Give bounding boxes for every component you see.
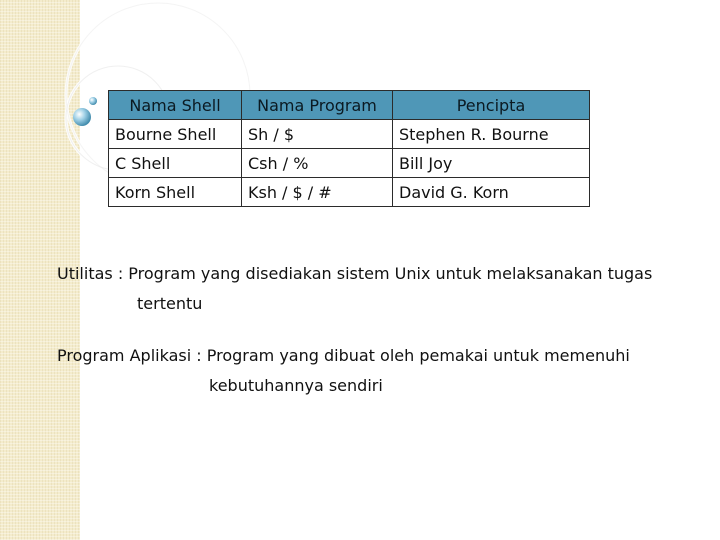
cell-program-name: Csh / % [242, 149, 393, 178]
program-aplikasi-line-1: Program Aplikasi : Program yang dibuat oleh pemakai untuk memenuhi [57, 346, 630, 365]
cell-creator: Bill Joy [393, 149, 590, 178]
bead-large-icon [73, 108, 91, 126]
utilitas-line-1: Utilitas : Program yang disediakan sistem Unix untuk melaksanakan tugas [57, 264, 653, 283]
table-row [109, 178, 590, 207]
header-pencipta: Pencipta [393, 91, 590, 120]
cell-creator: David G. Korn [393, 178, 590, 207]
cell-shell-name: Korn Shell [109, 178, 242, 207]
shell-table [108, 90, 590, 207]
table-row [109, 149, 590, 178]
header-nama-program: Nama Program [242, 91, 393, 120]
utilitas-definition [57, 259, 697, 319]
cell-creator: Stephen R. Bourne [393, 120, 590, 149]
header-nama-shell: Nama Shell [109, 91, 242, 120]
table-header-row [109, 91, 590, 120]
cell-program-name: Ksh / $ / # [242, 178, 393, 207]
table-row [109, 120, 590, 149]
bead-small-icon [89, 97, 97, 105]
utilitas-line-2: tertentu [137, 294, 203, 313]
program-aplikasi-line-2: kebutuhannya sendiri [209, 376, 383, 395]
cell-shell-name: Bourne Shell [109, 120, 242, 149]
cell-shell-name: C Shell [109, 149, 242, 178]
program-aplikasi-definition [57, 341, 697, 401]
cell-program-name: Sh / $ [242, 120, 393, 149]
